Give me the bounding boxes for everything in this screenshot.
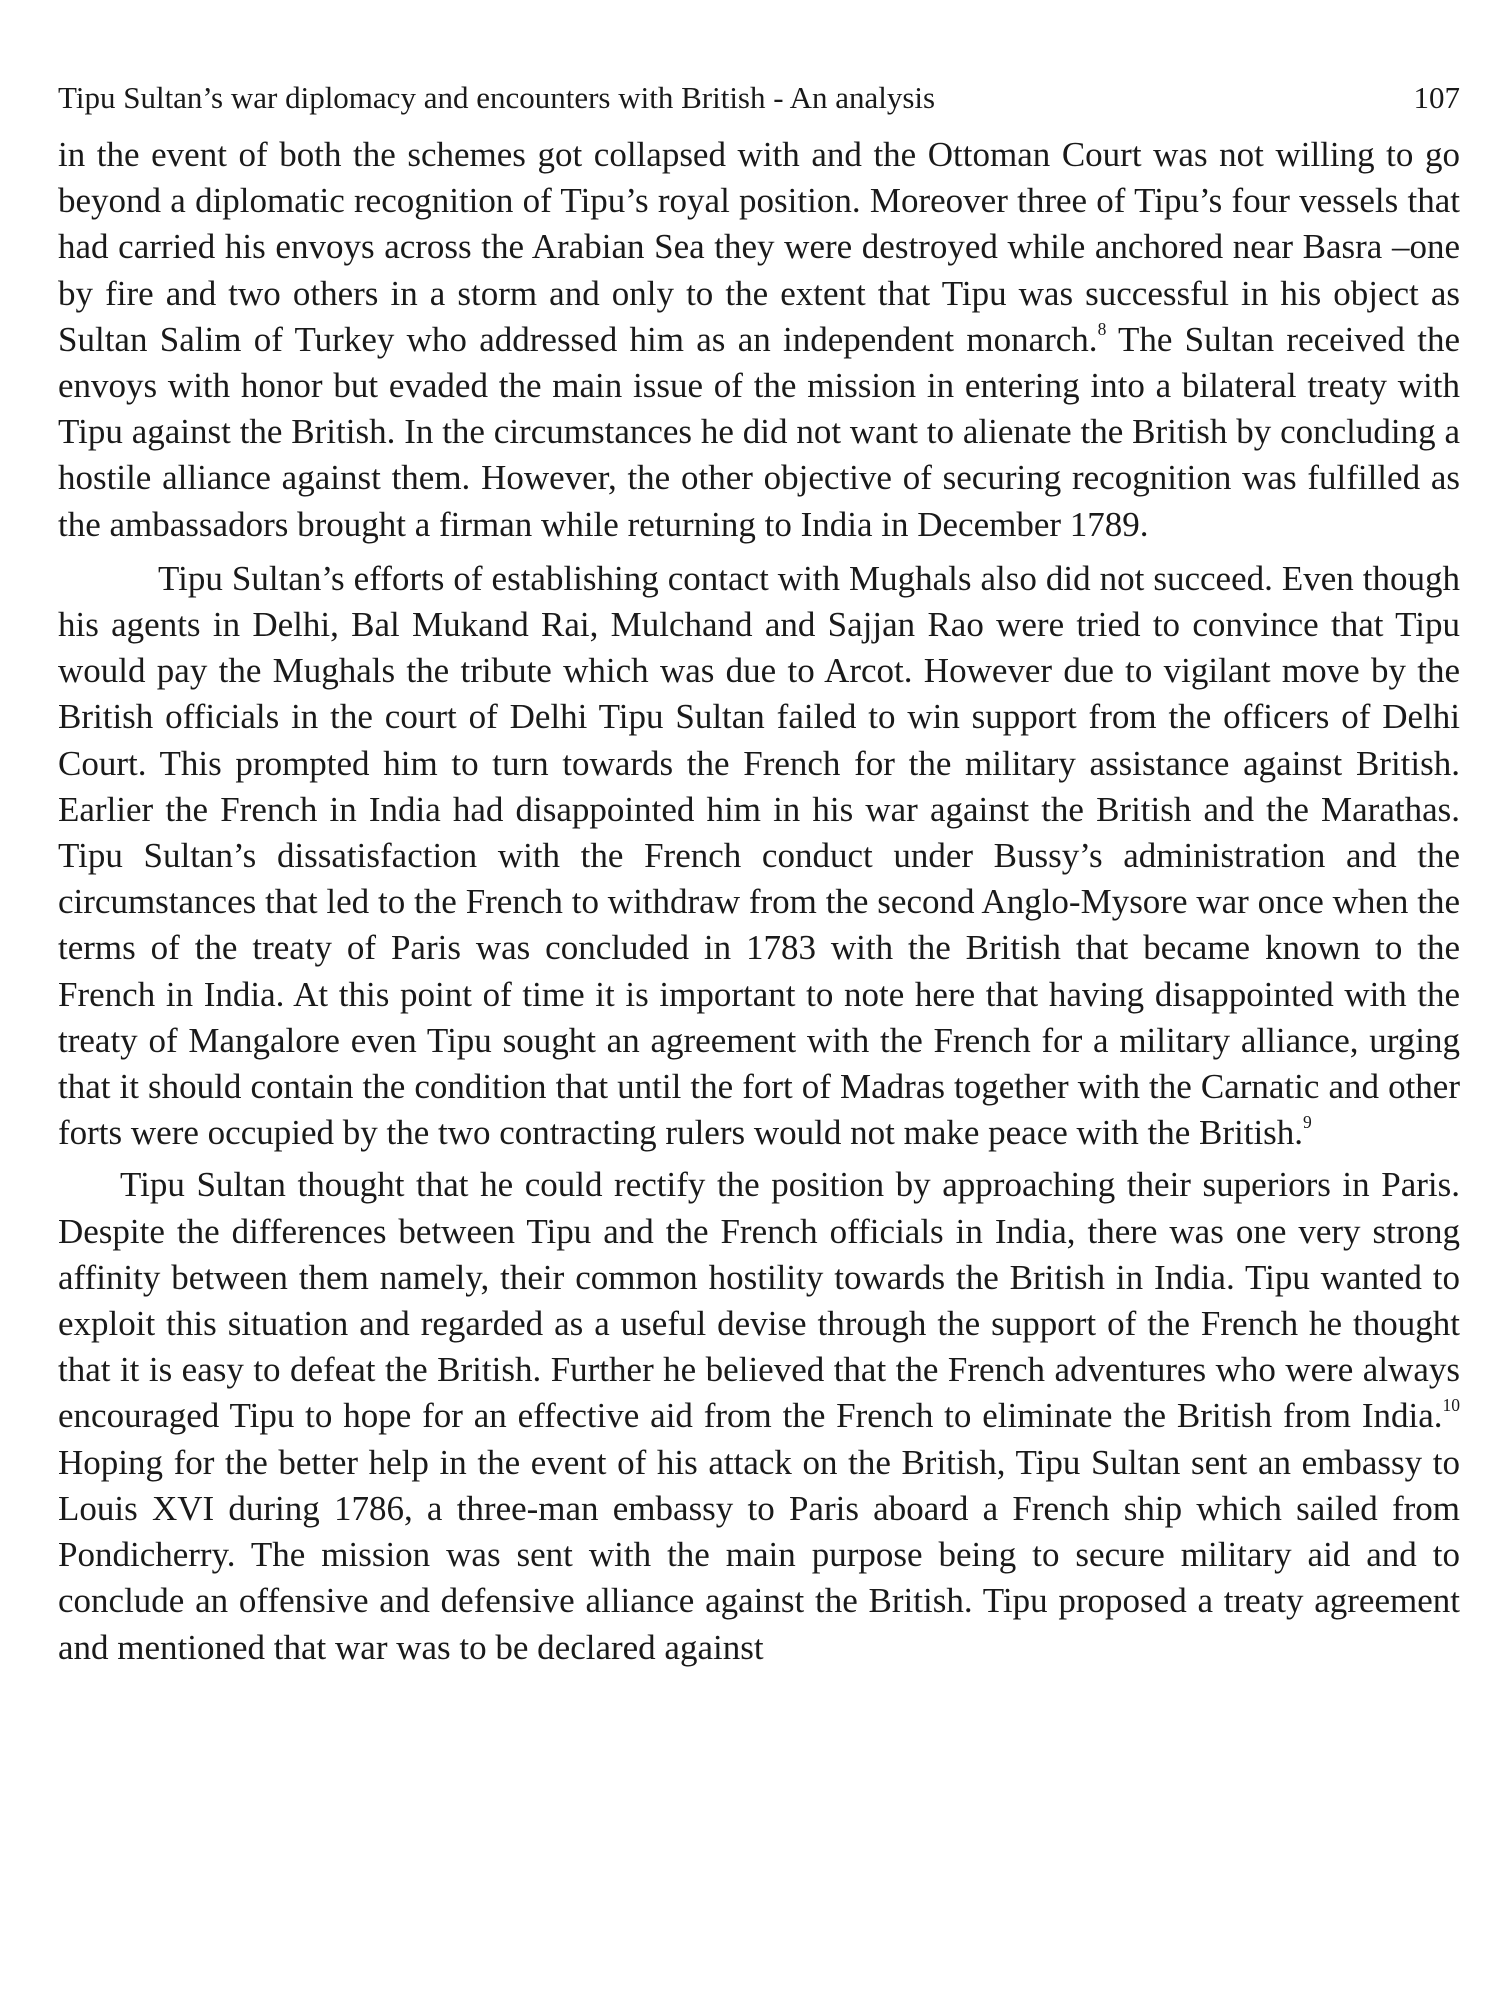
paragraph-text: Tipu Sultan thought that he could rectify the position by approaching their superiors in Paris. Despite the differences between Tipu and the French officials in India, there was one very strong affinity between them namely, their common hostility towards the British in India. Tipu wanted to exploit this situation and regarded as a useful devise through the support of the French he thought that it is easy to defeat the British. Further he believed that the French adventures who were always encouraged Tipu to hope for an effective aid from the French to eliminate the British from India. bbox=[58, 1165, 1460, 1436]
page-number: 107 bbox=[1413, 80, 1460, 115]
paragraph-3 bbox=[58, 1162, 1460, 1670]
paragraph-text: The Sultan received the envoys with honor but evaded the main issue of the mission in entering into a bilateral treaty with Tipu against the British. In the circumstances he did not want to alienate the British by concluding a hostile alliance against them. However, the other objective of securing recognition was fulfilled as the ambassadors brought a firman while returning to India in December 1789. bbox=[58, 319, 1460, 544]
paragraph-text: Tipu Sultan’s efforts of establishing contact with Mughals also did not succeed. Even though his agents in Delhi, Bal Mukand Rai, Mulchand and Sajjan Rao were tried to convince that Tipu would pay the Mughals the tribute which was due to Arcot. However due to vigilant move by the British officials in the court of Delhi Tipu Sultan failed to win support from the officers of Delhi Court. This prompted him to turn towards the French for the military assistance against British. Earlier the French in India had disappointed him in his war against the British and the Marathas. Tipu Sultan’s dissatisfaction with the French conduct under Bussy’s administration and the circumstances that led to the French to withdraw from the second Anglo-Mysore war once when the terms of the treaty of Paris was concluded in 1783 with the British that became known to the French in India. At this point of time it is important to note here that having disappointed with the treaty of Mangalore even Tipu sought an agreement with the French for a military alliance, urging that it should contain the condition that until the fort of Madras together with the Carnatic and other forts were occupied by the two contracting rulers would not make peace with the British. bbox=[58, 558, 1460, 1153]
paragraph-2 bbox=[58, 556, 1460, 1157]
paragraph-1 bbox=[58, 132, 1460, 548]
paragraph-text: Hoping for the better help in the event of his attack on the British, Tipu Sultan sent an embassy to Louis XVI during 1786, a three-man embassy to Paris aboard a French ship which sailed from Pondicherry. The mission was sent with the main purpose being to secure military aid and to conclude an offensive and defensive alliance against the British. Tipu proposed a treaty agreement and mentioned that war was to be declared against bbox=[58, 1442, 1460, 1667]
footnote-marker[interactable]: 8 bbox=[1097, 318, 1107, 339]
running-title: Tipu Sultan’s war diplomacy and encounters with British - An analysis bbox=[58, 80, 936, 115]
paragraph-text: in the event of both the schemes got collapsed with and the Ottoman Court was not willing to go beyond a diplomatic recognition of Tipu’s royal position. Moreover three of Tipu’s four vessels that had carried his envoys across the Arabian Sea they were destroyed while anchored near Basra –one by fire and two others in a storm and only to the extent that Tipu was successful in his object as Sultan Salim of Turkey who addressed him as an independent monarch. bbox=[58, 135, 1460, 359]
book-page bbox=[58, 78, 1460, 1671]
footnote-marker[interactable]: 9 bbox=[1303, 1112, 1312, 1133]
running-header bbox=[58, 78, 1460, 118]
footnote-marker[interactable]: 10 bbox=[1442, 1395, 1460, 1416]
